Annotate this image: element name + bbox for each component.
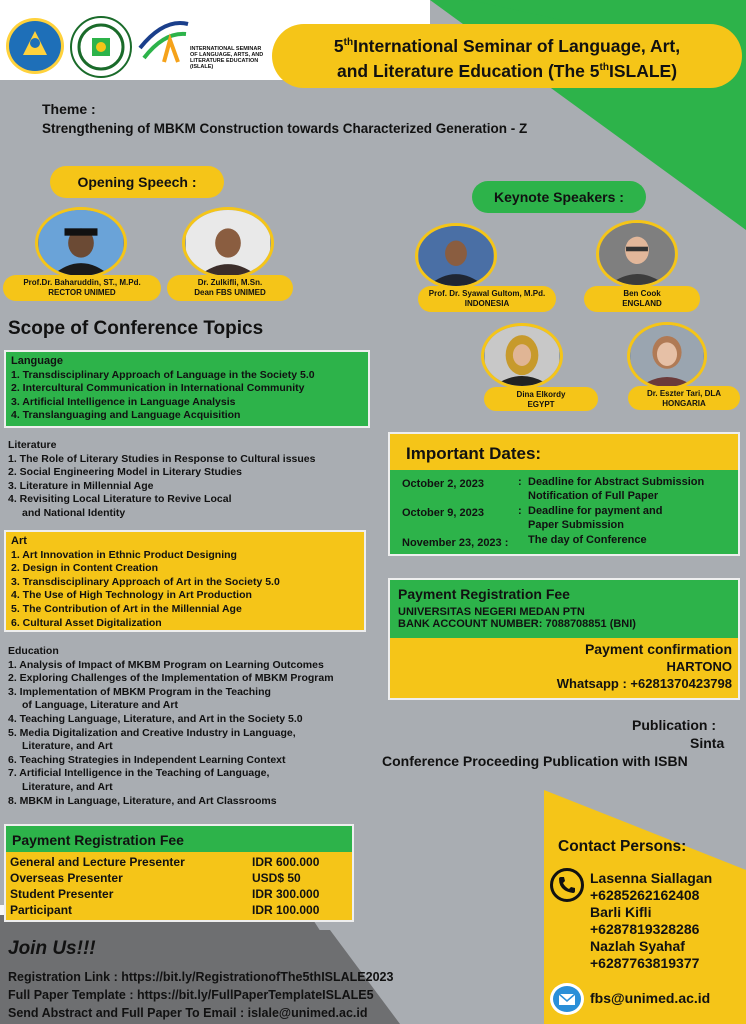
date-separator: :	[518, 476, 522, 488]
fee-row	[10, 870, 348, 886]
join-us: Join Us!!!	[8, 938, 96, 959]
topic-title-language: Language	[11, 355, 63, 367]
topic-title-art: Art	[11, 535, 27, 547]
payment-fee-title: Payment Registration Fee	[12, 832, 184, 848]
topic-title-literature: Literature	[8, 439, 57, 451]
date-desc: Notification of Full Paper	[528, 490, 659, 502]
logo-text-line: (ISLALE)	[190, 64, 214, 70]
topic-item: 1. Analysis of Impact of MKBM Program on Learning Outcomes	[8, 658, 324, 671]
contact-email: fbs@unimed.ac.id	[590, 990, 711, 1006]
payment-bank-title: Payment Registration Fee	[398, 586, 570, 602]
topic-item: of Language, Literature and Art	[22, 699, 178, 712]
registration-link[interactable]: Registration Link : https://bit.ly/RegistrationofThe5thISLALE2023	[8, 970, 394, 984]
footer-links	[8, 968, 393, 1022]
date-value: October 9, 2023	[402, 507, 484, 519]
topic-item: 1. Transdisciplinary Approach of Language in the Society 5.0	[11, 368, 315, 381]
topic-item: 7. Artificial Intelligence in the Teaching of Language,	[8, 767, 270, 780]
topic-item: 1. The Role of Literary Studies in Response to Cultural issues	[8, 452, 316, 465]
contact-line: +6287763819377	[590, 955, 700, 971]
speaker-photo-gultom	[415, 223, 497, 289]
topic-item: 3. Implementation of MBKM Program in the Teaching	[8, 685, 271, 698]
unimed-logo	[70, 16, 132, 78]
contact-line: Lasenna Siallagan	[590, 870, 713, 886]
payment-confirmation-phone: Whatsapp : +6281370423798	[556, 676, 732, 691]
topic-item: 5. Media Digitalization and Creative Industry in Language,	[8, 726, 296, 739]
topic-item: Literature, and Art	[22, 740, 113, 753]
submission-email-link[interactable]: Send Abstract and Full Paper To Email : islale@unimed.ac.id	[8, 1006, 368, 1020]
date-desc: The day of Conference	[528, 534, 647, 546]
topic-item: 3. Transdisciplinary Approach of Art in the Society 5.0	[11, 575, 280, 588]
fee-label: Student Presenter	[10, 887, 114, 901]
topic-title-education: Education	[8, 645, 59, 657]
date-separator: :	[518, 505, 522, 517]
topic-item: and National Identity	[22, 506, 126, 519]
speaker-photo-baharuddin	[35, 207, 127, 279]
topic-item: 2. Intercultural Communication in International Community	[11, 382, 305, 395]
fee-value: IDR 100.000	[252, 903, 320, 917]
speaker-name-elkordy: Dina Elkordy EGYPT	[484, 387, 598, 411]
publication-sinta: Sinta	[690, 735, 725, 751]
payment-bank-box	[388, 578, 740, 638]
date-value: October 2, 2023	[402, 478, 484, 490]
payment-bank-line: BANK ACCOUNT NUMBER: 7088708851 (BNI)	[398, 618, 636, 630]
fee-row	[10, 886, 348, 902]
event-title-line2: and Literature Education (The 5thISLALE)	[336, 60, 678, 81]
important-dates-title: Important Dates:	[406, 444, 542, 463]
opening-speech-label: Opening Speech :	[50, 166, 224, 198]
payment-confirmation-name: HARTONO	[666, 659, 732, 674]
islale-logo-text	[190, 46, 280, 70]
logo-text-line: INTERNATIONAL SEMINAR	[190, 46, 262, 52]
fee-value: IDR 300.000	[252, 887, 320, 901]
speaker-name-cook: Ben Cook ENGLAND	[584, 286, 700, 312]
fee-row	[10, 854, 348, 870]
scope-title: Scope of Conference Topics	[8, 318, 264, 339]
event-title-line1: 5thInternational Seminar of Language, Art,	[333, 35, 681, 56]
topic-item: 4. The Use of High Technology in Art Production	[11, 589, 252, 602]
speaker-photo-cook	[596, 220, 678, 288]
topic-item: 3. Artificial Intelligence in Language Analysis	[11, 395, 236, 408]
fee-label: Participant	[10, 903, 73, 917]
contact-line: +6287819328286	[590, 921, 700, 937]
fee-row	[10, 902, 348, 918]
keynote-speakers-label: Keynote Speakers :	[472, 181, 646, 213]
publication-isbn: Conference Proceeding Publication with ISBN	[382, 753, 688, 769]
contact-list	[590, 870, 712, 972]
topic-list-literature	[8, 439, 378, 521]
topic-list-education	[8, 645, 388, 808]
date-desc: Paper Submission	[528, 519, 624, 531]
theme-label: Theme :	[42, 101, 96, 117]
fee-label: General and Lecture Presenter	[10, 855, 185, 869]
important-dates-table	[388, 470, 740, 556]
contact-title: Contact Persons:	[558, 838, 687, 855]
contact-line: Barli Kifli	[590, 904, 652, 920]
fee-value: USD$ 50	[252, 871, 301, 885]
event-title-banner	[272, 24, 742, 88]
theme-text: Strengthening of MBKM Construction towards Characterized Generation - Z	[42, 121, 528, 136]
fee-label: Overseas Presenter	[10, 871, 123, 885]
fee-value: IDR 600.000	[252, 855, 320, 869]
topic-item: 2. Design in Content Creation	[11, 562, 159, 575]
logo-text-line: OF LANGUAGE, ARTS, AND	[190, 52, 264, 58]
date-desc: Deadline for Abstract Submission	[528, 476, 705, 488]
topic-item: Literature, and Art	[22, 780, 113, 793]
date-desc: Deadline for payment and	[528, 505, 663, 517]
logo-text-line: LITERATURE EDUCATION	[190, 58, 259, 64]
date-value: November 23, 2023 :	[402, 537, 509, 549]
payment-confirmation-box	[388, 638, 740, 700]
topic-item: 4. Teaching Language, Literature, and Art in the Society 5.0	[8, 712, 303, 725]
topic-item: 5. The Contribution of Art in the Millennial Age	[11, 602, 242, 615]
topic-item: 4. Revisiting Local Literature to Revive Local	[8, 493, 232, 506]
speaker-name-tari: Dr. Eszter Tari, DLA HONGARIA	[628, 386, 740, 410]
speaker-photo-tari	[627, 322, 707, 390]
payment-fee-table	[4, 852, 354, 922]
topic-box-language	[4, 350, 370, 428]
email-icon	[550, 983, 584, 1015]
topic-item: 6. Teaching Strategies in Independent Learning Context	[8, 753, 286, 766]
payment-bank-line: UNIVERSITAS NEGERI MEDAN PTN	[398, 606, 585, 618]
contact-line: +6285262162408	[590, 887, 700, 903]
topic-item: 8. MBKM in Language, Literature, and Art Classrooms	[8, 794, 277, 807]
speaker-name-gultom: Prof. Dr. Syawal Gultom, M.Pd. INDONESIA	[418, 286, 556, 312]
phone-icon	[550, 868, 584, 902]
speaker-name-zulkifli: Dr. Zulkifli, M.Sn. Dean FBS UNIMED	[167, 275, 293, 301]
speaker-photo-zulkifli	[182, 207, 274, 279]
tutwuri-logo	[6, 18, 64, 74]
topic-item: 3. Literature in Millennial Age	[8, 479, 154, 492]
islale-logo	[138, 18, 190, 70]
payment-fee-header	[4, 824, 354, 852]
full-paper-template-link[interactable]: Full Paper Template : https://bit.ly/FullPaperTemplateISLALE5	[8, 988, 374, 1002]
topic-box-art	[4, 530, 366, 632]
topic-item: 2. Social Engineering Model in Literary Studies	[8, 466, 242, 479]
topic-item: 6. Cultural Asset Digitalization	[11, 616, 162, 629]
payment-confirmation-title: Payment confirmation	[584, 641, 732, 657]
topic-item: 1. Art Innovation in Ethnic Product Designing	[11, 548, 237, 561]
important-dates-header	[388, 432, 740, 470]
speaker-photo-elkordy	[481, 323, 563, 389]
publication-label: Publication :	[632, 717, 716, 733]
speaker-name-baharuddin: Prof.Dr. Baharuddin, ST., M.Pd. RECTOR UNIMED	[3, 275, 161, 301]
topic-item: 4. Translanguaging and Language Acquisition	[11, 409, 241, 422]
topic-item: 2. Exploring Challenges of the Implementation of MBKM Program	[8, 672, 334, 685]
contact-line: Nazlah Syahaf	[590, 938, 685, 954]
